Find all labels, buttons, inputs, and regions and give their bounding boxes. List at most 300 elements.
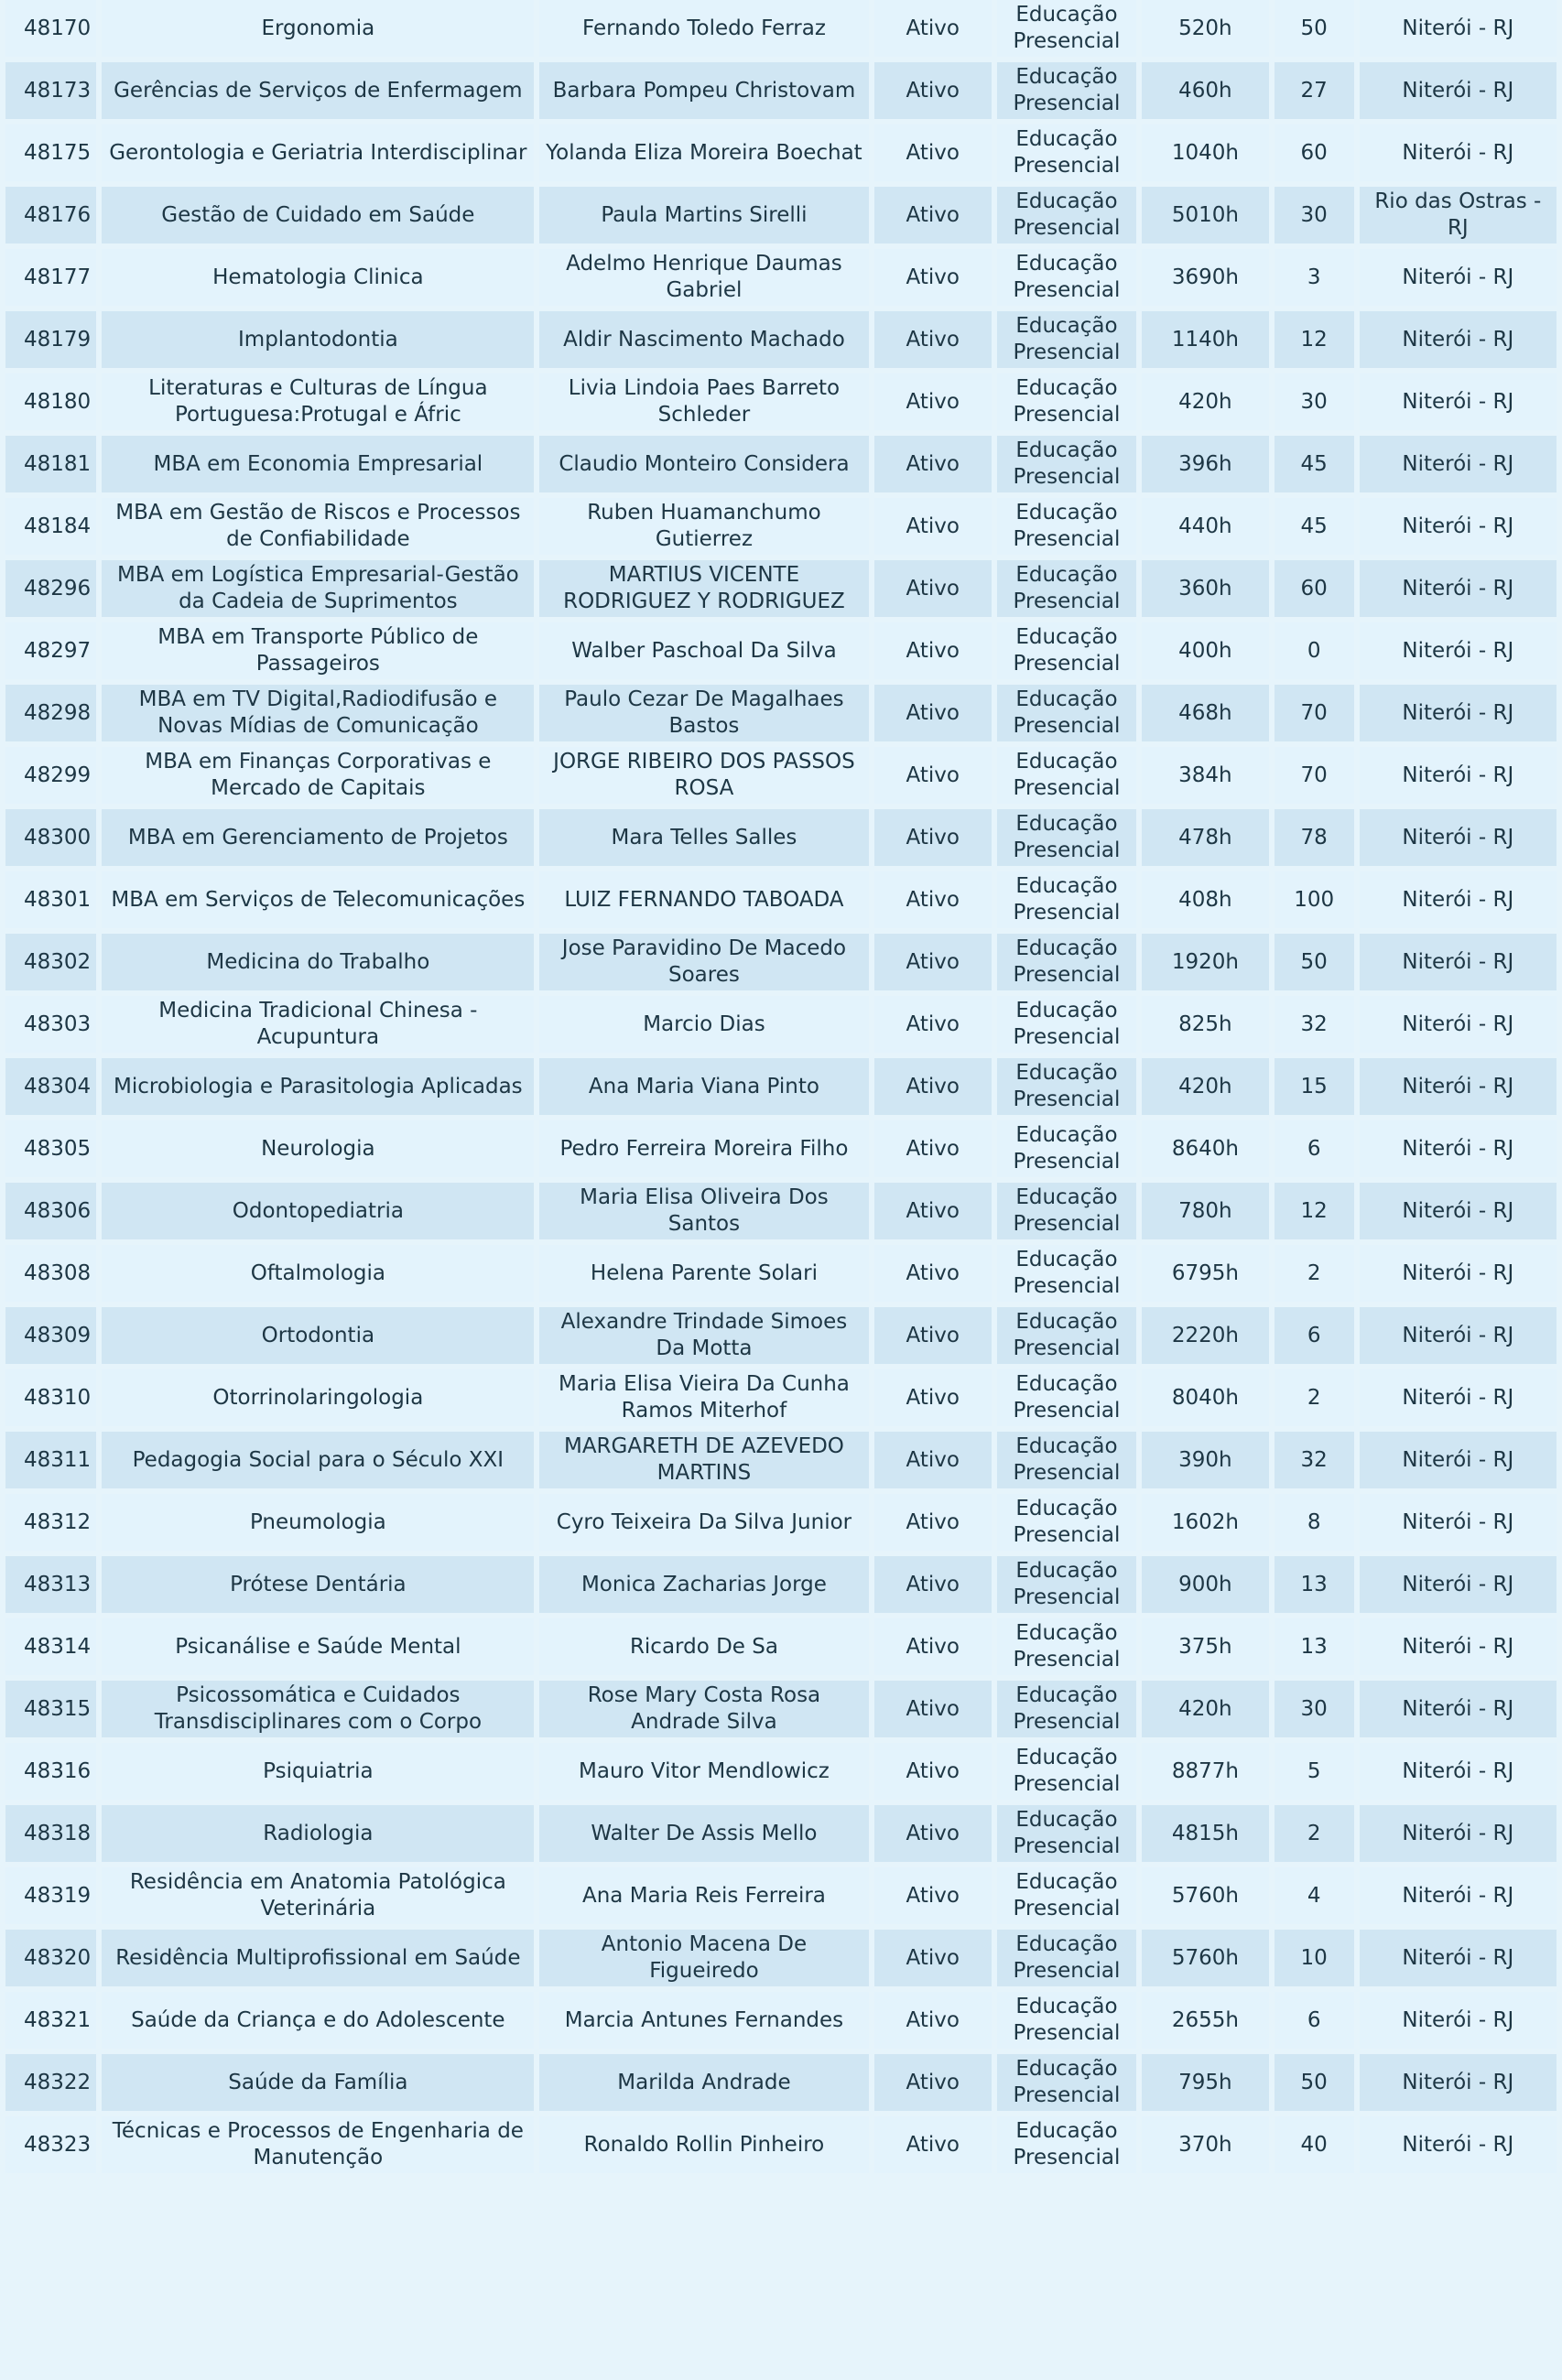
modality-cell: Educação Presencial [997,2116,1136,2173]
course-name-cell: Psiquiatria [102,1743,534,1800]
table-row [5,809,1557,866]
status-cell: Ativo [874,373,992,430]
workload-cell: 8040h [1142,1369,1269,1426]
vacancies-cell: 50 [1275,0,1354,57]
course-name-cell: Gerontologia e Geriatria Interdisciplinar [102,124,534,181]
city-cell: Niterói - RJ [1360,622,1557,679]
table-row [5,1058,1557,1115]
coordinator-cell: Pedro Ferreira Moreira Filho [539,1120,868,1177]
workload-cell: 396h [1142,436,1269,492]
status-cell: Ativo [874,1556,992,1613]
course-name-cell: Saúde da Criança e do Adolescente [102,1992,534,2049]
coordinator-cell: Livia Lindoia Paes Barreto Schleder [539,373,868,430]
course-name-cell: Residência Multiprofissional em Saúde [102,1930,534,1986]
workload-cell: 2220h [1142,1307,1269,1364]
coordinator-cell: Mauro Vitor Mendlowicz [539,1743,868,1800]
status-cell: Ativo [874,1681,992,1737]
table-row [5,1432,1557,1488]
city-cell: Niterói - RJ [1360,809,1557,866]
course-id-cell: 48303 [5,996,96,1053]
workload-cell: 520h [1142,0,1269,57]
course-id-cell: 48184 [5,498,96,555]
course-id-cell: 48306 [5,1183,96,1239]
coordinator-cell: Helena Parente Solari [539,1245,868,1302]
modality-cell: Educação Presencial [997,311,1136,368]
workload-cell: 1920h [1142,934,1269,990]
course-name-cell: Psicossomática e Cuidados Transdisciplinares com o Corpo [102,1681,534,1737]
workload-cell: 468h [1142,685,1269,741]
vacancies-cell: 30 [1275,187,1354,243]
course-name-cell: Gerências de Serviços de Enfermagem [102,62,534,119]
coordinator-cell: Paulo Cezar De Magalhaes Bastos [539,685,868,741]
coordinator-cell: Adelmo Henrique Daumas Gabriel [539,249,868,306]
table-row [5,622,1557,679]
modality-cell: Educação Presencial [997,1183,1136,1239]
status-cell: Ativo [874,1930,992,1986]
course-id-cell: 48296 [5,560,96,617]
course-name-cell: MBA em Logística Empresarial-Gestão da Cadeia de Suprimentos [102,560,534,617]
workload-cell: 1140h [1142,311,1269,368]
status-cell: Ativo [874,498,992,555]
coordinator-cell: Marcio Dias [539,996,868,1053]
status-cell: Ativo [874,1307,992,1364]
workload-cell: 460h [1142,62,1269,119]
workload-cell: 900h [1142,1556,1269,1613]
workload-cell: 8877h [1142,1743,1269,1800]
city-cell: Niterói - RJ [1360,1307,1557,1364]
course-id-cell: 48180 [5,373,96,430]
table-row [5,996,1557,1053]
city-cell: Niterói - RJ [1360,1556,1557,1613]
course-id-cell: 48309 [5,1307,96,1364]
course-id-cell: 48181 [5,436,96,492]
status-cell: Ativo [874,436,992,492]
course-name-cell: Hematologia Clinica [102,249,534,306]
city-cell: Niterói - RJ [1360,1369,1557,1426]
status-cell: Ativo [874,311,992,368]
table-row [5,124,1557,181]
workload-cell: 1040h [1142,124,1269,181]
course-id-cell: 48310 [5,1369,96,1426]
table-row [5,0,1557,57]
coordinator-cell: Ruben Huamanchumo Gutierrez [539,498,868,555]
vacancies-cell: 6 [1275,1120,1354,1177]
status-cell: Ativo [874,1992,992,2049]
vacancies-cell: 50 [1275,934,1354,990]
city-cell: Niterói - RJ [1360,996,1557,1053]
status-cell: Ativo [874,560,992,617]
modality-cell: Educação Presencial [997,1930,1136,1986]
workload-cell: 370h [1142,2116,1269,2173]
course-id-cell: 48318 [5,1805,96,1862]
workload-cell: 384h [1142,747,1269,804]
vacancies-cell: 32 [1275,996,1354,1053]
status-cell: Ativo [874,1058,992,1115]
vacancies-cell: 6 [1275,1307,1354,1364]
city-cell: Niterói - RJ [1360,1992,1557,2049]
workload-cell: 795h [1142,2054,1269,2111]
workload-cell: 440h [1142,498,1269,555]
table-row [5,1867,1557,1924]
city-cell: Niterói - RJ [1360,1494,1557,1551]
workload-cell: 4815h [1142,1805,1269,1862]
course-name-cell: Gestão de Cuidado em Saúde [102,187,534,243]
vacancies-cell: 45 [1275,498,1354,555]
course-id-cell: 48313 [5,1556,96,1613]
vacancies-cell: 60 [1275,560,1354,617]
course-name-cell: MBA em Transporte Público de Passageiros [102,622,534,679]
course-table-body [5,0,1557,2173]
workload-cell: 390h [1142,1432,1269,1488]
table-row [5,62,1557,119]
course-id-cell: 48297 [5,622,96,679]
course-id-cell: 48314 [5,1618,96,1675]
course-name-cell: Residência em Anatomia Patológica Veterinária [102,1867,534,1924]
vacancies-cell: 3 [1275,249,1354,306]
modality-cell: Educação Presencial [997,1432,1136,1488]
modality-cell: Educação Presencial [997,809,1136,866]
coordinator-cell: Walber Paschoal Da Silva [539,622,868,679]
status-cell: Ativo [874,685,992,741]
modality-cell: Educação Presencial [997,1681,1136,1737]
status-cell: Ativo [874,934,992,990]
vacancies-cell: 12 [1275,311,1354,368]
coordinator-cell: Antonio Macena De Figueiredo [539,1930,868,1986]
city-cell: Niterói - RJ [1360,871,1557,928]
vacancies-cell: 30 [1275,373,1354,430]
course-name-cell: MBA em TV Digital,Radiodifusão e Novas Mídias de Comunicação [102,685,534,741]
course-id-cell: 48321 [5,1992,96,2049]
city-cell: Niterói - RJ [1360,1058,1557,1115]
city-cell: Niterói - RJ [1360,1681,1557,1737]
vacancies-cell: 2 [1275,1805,1354,1862]
vacancies-cell: 6 [1275,1992,1354,2049]
status-cell: Ativo [874,1743,992,1800]
course-name-cell: Radiologia [102,1805,534,1862]
workload-cell: 8640h [1142,1120,1269,1177]
modality-cell: Educação Presencial [997,1618,1136,1675]
city-cell: Niterói - RJ [1360,498,1557,555]
table-row [5,1618,1557,1675]
coordinator-cell: Mara Telles Salles [539,809,868,866]
workload-cell: 5760h [1142,1930,1269,1986]
course-id-cell: 48173 [5,62,96,119]
modality-cell: Educação Presencial [997,1743,1136,1800]
coordinator-cell: Maria Elisa Oliveira Dos Santos [539,1183,868,1239]
vacancies-cell: 4 [1275,1867,1354,1924]
status-cell: Ativo [874,1369,992,1426]
course-id-cell: 48320 [5,1930,96,1986]
table-row [5,1556,1557,1613]
table-row [5,1743,1557,1800]
status-cell: Ativo [874,1618,992,1675]
course-name-cell: MBA em Gerenciamento de Projetos [102,809,534,866]
vacancies-cell: 32 [1275,1432,1354,1488]
table-row [5,2116,1557,2173]
city-cell: Niterói - RJ [1360,1432,1557,1488]
modality-cell: Educação Presencial [997,436,1136,492]
coordinator-cell: Aldir Nascimento Machado [539,311,868,368]
vacancies-cell: 5 [1275,1743,1354,1800]
course-id-cell: 48305 [5,1120,96,1177]
table-row [5,1245,1557,1302]
vacancies-cell: 30 [1275,1681,1354,1737]
coordinator-cell: Ricardo De Sa [539,1618,868,1675]
vacancies-cell: 60 [1275,124,1354,181]
workload-cell: 478h [1142,809,1269,866]
coordinator-cell: Cyro Teixeira Da Silva Junior [539,1494,868,1551]
course-name-cell: Otorrinolaringologia [102,1369,534,1426]
workload-cell: 400h [1142,622,1269,679]
workload-cell: 420h [1142,373,1269,430]
city-cell: Niterói - RJ [1360,436,1557,492]
workload-cell: 1602h [1142,1494,1269,1551]
city-cell: Niterói - RJ [1360,2116,1557,2173]
status-cell: Ativo [874,62,992,119]
course-id-cell: 48319 [5,1867,96,1924]
course-id-cell: 48316 [5,1743,96,1800]
city-cell: Niterói - RJ [1360,685,1557,741]
workload-cell: 780h [1142,1183,1269,1239]
modality-cell: Educação Presencial [997,124,1136,181]
table-row [5,1494,1557,1551]
table-row [5,934,1557,990]
course-id-cell: 48304 [5,1058,96,1115]
table-row [5,498,1557,555]
coordinator-cell: Barbara Pompeu Christovam [539,62,868,119]
table-row [5,1120,1557,1177]
coordinator-cell: Ronaldo Rollin Pinheiro [539,2116,868,2173]
vacancies-cell: 70 [1275,685,1354,741]
modality-cell: Educação Presencial [997,187,1136,243]
city-cell: Niterói - RJ [1360,2054,1557,2111]
city-cell: Niterói - RJ [1360,124,1557,181]
vacancies-cell: 2 [1275,1369,1354,1426]
modality-cell: Educação Presencial [997,498,1136,555]
modality-cell: Educação Presencial [997,1867,1136,1924]
status-cell: Ativo [874,187,992,243]
course-id-cell: 48323 [5,2116,96,2173]
modality-cell: Educação Presencial [997,1307,1136,1364]
status-cell: Ativo [874,1183,992,1239]
course-name-cell: Odontopediatria [102,1183,534,1239]
course-id-cell: 48300 [5,809,96,866]
modality-cell: Educação Presencial [997,62,1136,119]
workload-cell: 5760h [1142,1867,1269,1924]
course-id-cell: 48312 [5,1494,96,1551]
vacancies-cell: 78 [1275,809,1354,866]
modality-cell: Educação Presencial [997,1120,1136,1177]
course-name-cell: MBA em Finanças Corporativas e Mercado de Capitais [102,747,534,804]
city-cell: Niterói - RJ [1360,747,1557,804]
modality-cell: Educação Presencial [997,2054,1136,2111]
city-cell: Niterói - RJ [1360,934,1557,990]
workload-cell: 5010h [1142,187,1269,243]
course-name-cell: Pedagogia Social para o Século XXI [102,1432,534,1488]
table-row [5,187,1557,243]
vacancies-cell: 27 [1275,62,1354,119]
table-row [5,560,1557,617]
modality-cell: Educação Presencial [997,685,1136,741]
modality-cell: Educação Presencial [997,0,1136,57]
status-cell: Ativo [874,809,992,866]
modality-cell: Educação Presencial [997,1556,1136,1613]
vacancies-cell: 12 [1275,1183,1354,1239]
modality-cell: Educação Presencial [997,1805,1136,1862]
table-row [5,1992,1557,2049]
coordinator-cell: MARGARETH DE AZEVEDO MARTINS [539,1432,868,1488]
course-name-cell: MBA em Gestão de Riscos e Processos de Confiabilidade [102,498,534,555]
city-cell: Niterói - RJ [1360,1183,1557,1239]
status-cell: Ativo [874,2054,992,2111]
vacancies-cell: 13 [1275,1618,1354,1675]
city-cell: Niterói - RJ [1360,1245,1557,1302]
course-id-cell: 48308 [5,1245,96,1302]
course-name-cell: Oftalmologia [102,1245,534,1302]
course-id-cell: 48301 [5,871,96,928]
vacancies-cell: 45 [1275,436,1354,492]
course-id-cell: 48179 [5,311,96,368]
coordinator-cell: JORGE RIBEIRO DOS PASSOS ROSA [539,747,868,804]
modality-cell: Educação Presencial [997,996,1136,1053]
course-name-cell: Literaturas e Culturas de Língua Portuguesa:Protugal e Áfric [102,373,534,430]
status-cell: Ativo [874,249,992,306]
table-row [5,311,1557,368]
course-id-cell: 48298 [5,685,96,741]
modality-cell: Educação Presencial [997,1494,1136,1551]
workload-cell: 375h [1142,1618,1269,1675]
coordinator-cell: Fernando Toledo Ferraz [539,0,868,57]
table-row [5,685,1557,741]
city-cell: Niterói - RJ [1360,373,1557,430]
course-name-cell: Ortodontia [102,1307,534,1364]
vacancies-cell: 13 [1275,1556,1354,1613]
coordinator-cell: Rose Mary Costa Rosa Andrade Silva [539,1681,868,1737]
city-cell: Niterói - RJ [1360,1618,1557,1675]
course-name-cell: Psicanálise e Saúde Mental [102,1618,534,1675]
coordinator-cell: Monica Zacharias Jorge [539,1556,868,1613]
workload-cell: 360h [1142,560,1269,617]
course-id-cell: 48315 [5,1681,96,1737]
course-name-cell: MBA em Economia Empresarial [102,436,534,492]
course-name-cell: Medicina Tradicional Chinesa - Acupuntura [102,996,534,1053]
modality-cell: Educação Presencial [997,1369,1136,1426]
workload-cell: 408h [1142,871,1269,928]
table-row [5,2054,1557,2111]
coordinator-cell: MARTIUS VICENTE RODRIGUEZ Y RODRIGUEZ [539,560,868,617]
city-cell: Niterói - RJ [1360,560,1557,617]
vacancies-cell: 100 [1275,871,1354,928]
modality-cell: Educação Presencial [997,249,1136,306]
course-id-cell: 48299 [5,747,96,804]
course-id-cell: 48175 [5,124,96,181]
course-name-cell: Saúde da Família [102,2054,534,2111]
table-row [5,249,1557,306]
coordinator-cell: Marilda Andrade [539,2054,868,2111]
modality-cell: Educação Presencial [997,871,1136,928]
workload-cell: 3690h [1142,249,1269,306]
coordinator-cell: Walter De Assis Mello [539,1805,868,1862]
table-row [5,1183,1557,1239]
coordinator-cell: Ana Maria Reis Ferreira [539,1867,868,1924]
modality-cell: Educação Presencial [997,1245,1136,1302]
vacancies-cell: 70 [1275,747,1354,804]
coordinator-cell: Ana Maria Viana Pinto [539,1058,868,1115]
course-name-cell: Microbiologia e Parasitologia Aplicadas [102,1058,534,1115]
coordinator-cell: Alexandre Trindade Simoes Da Motta [539,1307,868,1364]
city-cell: Niterói - RJ [1360,0,1557,57]
table-row [5,871,1557,928]
city-cell: Niterói - RJ [1360,62,1557,119]
course-id-cell: 48302 [5,934,96,990]
city-cell: Niterói - RJ [1360,249,1557,306]
table-row [5,1369,1557,1426]
course-id-cell: 48177 [5,249,96,306]
status-cell: Ativo [874,871,992,928]
workload-cell: 420h [1142,1058,1269,1115]
city-cell: Niterói - RJ [1360,1930,1557,1986]
status-cell: Ativo [874,622,992,679]
table-row [5,1681,1557,1737]
course-name-cell: Pneumologia [102,1494,534,1551]
status-cell: Ativo [874,1245,992,1302]
course-name-cell: Ergonomia [102,0,534,57]
coordinator-cell: Marcia Antunes Fernandes [539,1992,868,2049]
course-id-cell: 48322 [5,2054,96,2111]
course-name-cell: Medicina do Trabalho [102,934,534,990]
status-cell: Ativo [874,1120,992,1177]
modality-cell: Educação Presencial [997,373,1136,430]
workload-cell: 420h [1142,1681,1269,1737]
course-name-cell: Prótese Dentária [102,1556,534,1613]
table-row [5,1930,1557,1986]
status-cell: Ativo [874,2116,992,2173]
vacancies-cell: 10 [1275,1930,1354,1986]
coordinator-cell: Maria Elisa Vieira Da Cunha Ramos Miterhof [539,1369,868,1426]
status-cell: Ativo [874,747,992,804]
course-id-cell: 48176 [5,187,96,243]
status-cell: Ativo [874,124,992,181]
course-name-cell: Implantodontia [102,311,534,368]
table-row [5,1307,1557,1364]
vacancies-cell: 8 [1275,1494,1354,1551]
table-row [5,373,1557,430]
workload-cell: 825h [1142,996,1269,1053]
table-row [5,436,1557,492]
coordinator-cell: Yolanda Eliza Moreira Boechat [539,124,868,181]
course-name-cell: MBA em Serviços de Telecomunicações [102,871,534,928]
coordinator-cell: Jose Paravidino De Macedo Soares [539,934,868,990]
status-cell: Ativo [874,1494,992,1551]
city-cell: Niterói - RJ [1360,1743,1557,1800]
city-cell: Niterói - RJ [1360,1805,1557,1862]
workload-cell: 2655h [1142,1992,1269,2049]
vacancies-cell: 15 [1275,1058,1354,1115]
workload-cell: 6795h [1142,1245,1269,1302]
status-cell: Ativo [874,1867,992,1924]
course-id-cell: 48170 [5,0,96,57]
course-id-cell: 48311 [5,1432,96,1488]
city-cell: Niterói - RJ [1360,1120,1557,1177]
modality-cell: Educação Presencial [997,747,1136,804]
city-cell: Niterói - RJ [1360,311,1557,368]
status-cell: Ativo [874,1432,992,1488]
vacancies-cell: 40 [1275,2116,1354,2173]
table-row [5,747,1557,804]
city-cell: Niterói - RJ [1360,1867,1557,1924]
coordinator-cell: LUIZ FERNANDO TABOADA [539,871,868,928]
vacancies-cell: 2 [1275,1245,1354,1302]
